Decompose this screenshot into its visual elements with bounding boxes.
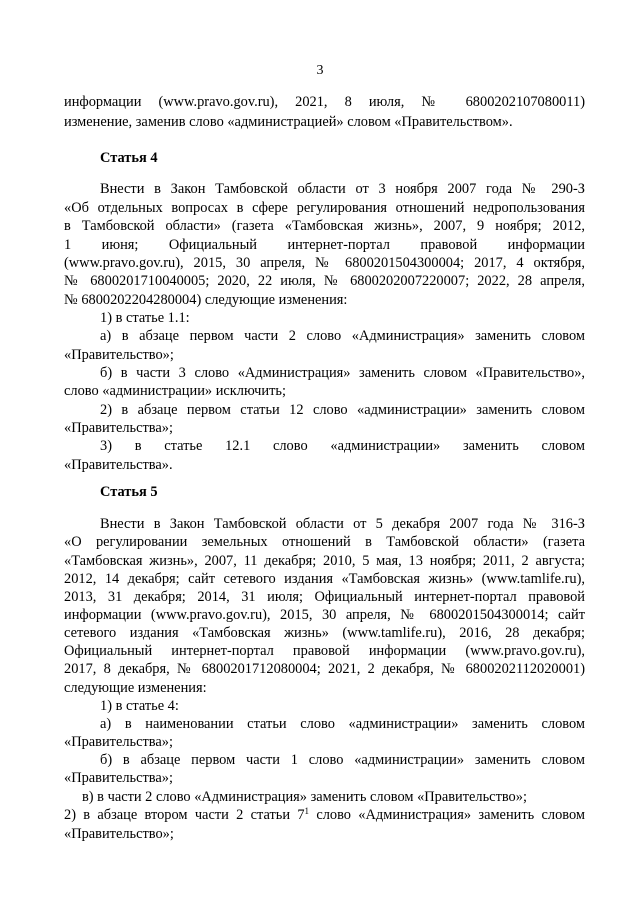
article-4-line: «Правительства»; [64,420,173,436]
article-5-line: 1) в статье 4: [100,698,179,714]
article-5-line: а) в наименовании статьи слово «администрации» заменить словом [100,716,585,732]
article-4-line: «Правительство»; [64,347,174,363]
article-4-heading: Статья 4 [100,150,158,166]
article-5-line: «Правительства»; [64,734,173,750]
article-5-line-part: слово «Администрация» заменить словом [309,807,585,823]
article-5-line: 2012, 14 декабря; сайт сетевого издания «Тамбовская жизнь» (www.tamlife.ru), [64,571,585,587]
intro-line: изменение, заменив слово «администрацией» словом «Правительством». [64,114,513,130]
article-4-line: (www.pravo.gov.ru), 2015, 30 апреля, № 6800201504300004; 2017, 4 октября, [64,255,585,271]
article-5-line: сетевого издания «Тамбовская жизнь» (www.tamlife.ru), 2016, 28 декабря; [64,625,585,641]
article-4-line: 1 июня; Официальный интернет-портал правовой информации [64,237,585,253]
article-5-line-part: 2) в абзаце втором части 2 статьи 7 [64,807,305,823]
article-5-line: Внести в Закон Тамбовской области от 5 декабря 2007 года № 316-З [100,516,585,532]
intro-line: информации (www.pravo.gov.ru), 2021, 8 июля, № 6800202107080011) [64,94,585,110]
article-5-line: «О регулировании земельных отношений в Тамбовской области» (газета [64,534,585,550]
article-4-line: 1) в статье 1.1: [100,310,190,326]
article-5-line: следующие изменения: [64,680,207,696]
article-4-line: № 6800201710040005; 2020, 22 июля, № 6800202007220007; 2022, 28 апреля, [64,273,585,289]
article-4-line: 3) в статье 12.1 слово «администрации» заменить словом [100,438,585,454]
superscript: 1 [304,806,310,816]
article-4-line: б) в части 3 слово «Администрация» заменить словом «Правительство», [100,365,585,381]
article-4-line: Внести в Закон Тамбовской области от 3 ноября 2007 года № 290-З [100,181,585,197]
article-5-line: б) в абзаце первом части 1 слово «администрации» заменить словом [100,752,585,768]
page-number: 3 [316,63,324,78]
article-5-line: «Правительства»; [64,770,173,786]
article-4-line: «Об отдельных вопросах в сфере регулирования отношений недропользования [64,200,585,216]
article-4-line: слово «администрации» исключить; [64,383,286,399]
article-4-line: 2) в абзаце первом статьи 12 слово «администрации» заменить словом [100,402,585,418]
article-5-line: 2017, 8 декабря, № 6800201712080004; 2021, 2 декабря, № 6800202112020001) [64,661,585,677]
article-5-line: информации (www.pravo.gov.ru), 2015, 30 апреля, № 6800201504300014; сайт [64,607,585,623]
article-5-line: Официальный интернет-портал правовой информации (www.pravo.gov.ru), [64,643,585,659]
article-5-line: «Тамбовская жизнь», 2007, 11 декабря; 2010, 5 мая, 13 ноября; 2011, 2 августа; [64,553,585,569]
article-5-line: в) в части 2 слово «Администрация» заменить словом «Правительство»; [82,789,527,805]
article-5-line: «Правительство»; [64,826,174,842]
article-4-line: «Правительства». [64,457,173,473]
article-5-heading: Статья 5 [100,484,158,500]
article-5-line-with-superscript [64,807,585,824]
article-4-line: № 6800202204280004) следующие изменения: [64,292,348,308]
article-5-line: 2013, 31 декабря; 2014, 31 июля; Официальный интернет-портал правовой [64,589,585,605]
article-4-line: в Тамбовской области» (газета «Тамбовская жизнь», 2007, 9 ноября; 2012, [64,218,585,234]
article-4-line: а) в абзаце первом части 2 слово «Администрация» заменить словом [100,328,585,344]
